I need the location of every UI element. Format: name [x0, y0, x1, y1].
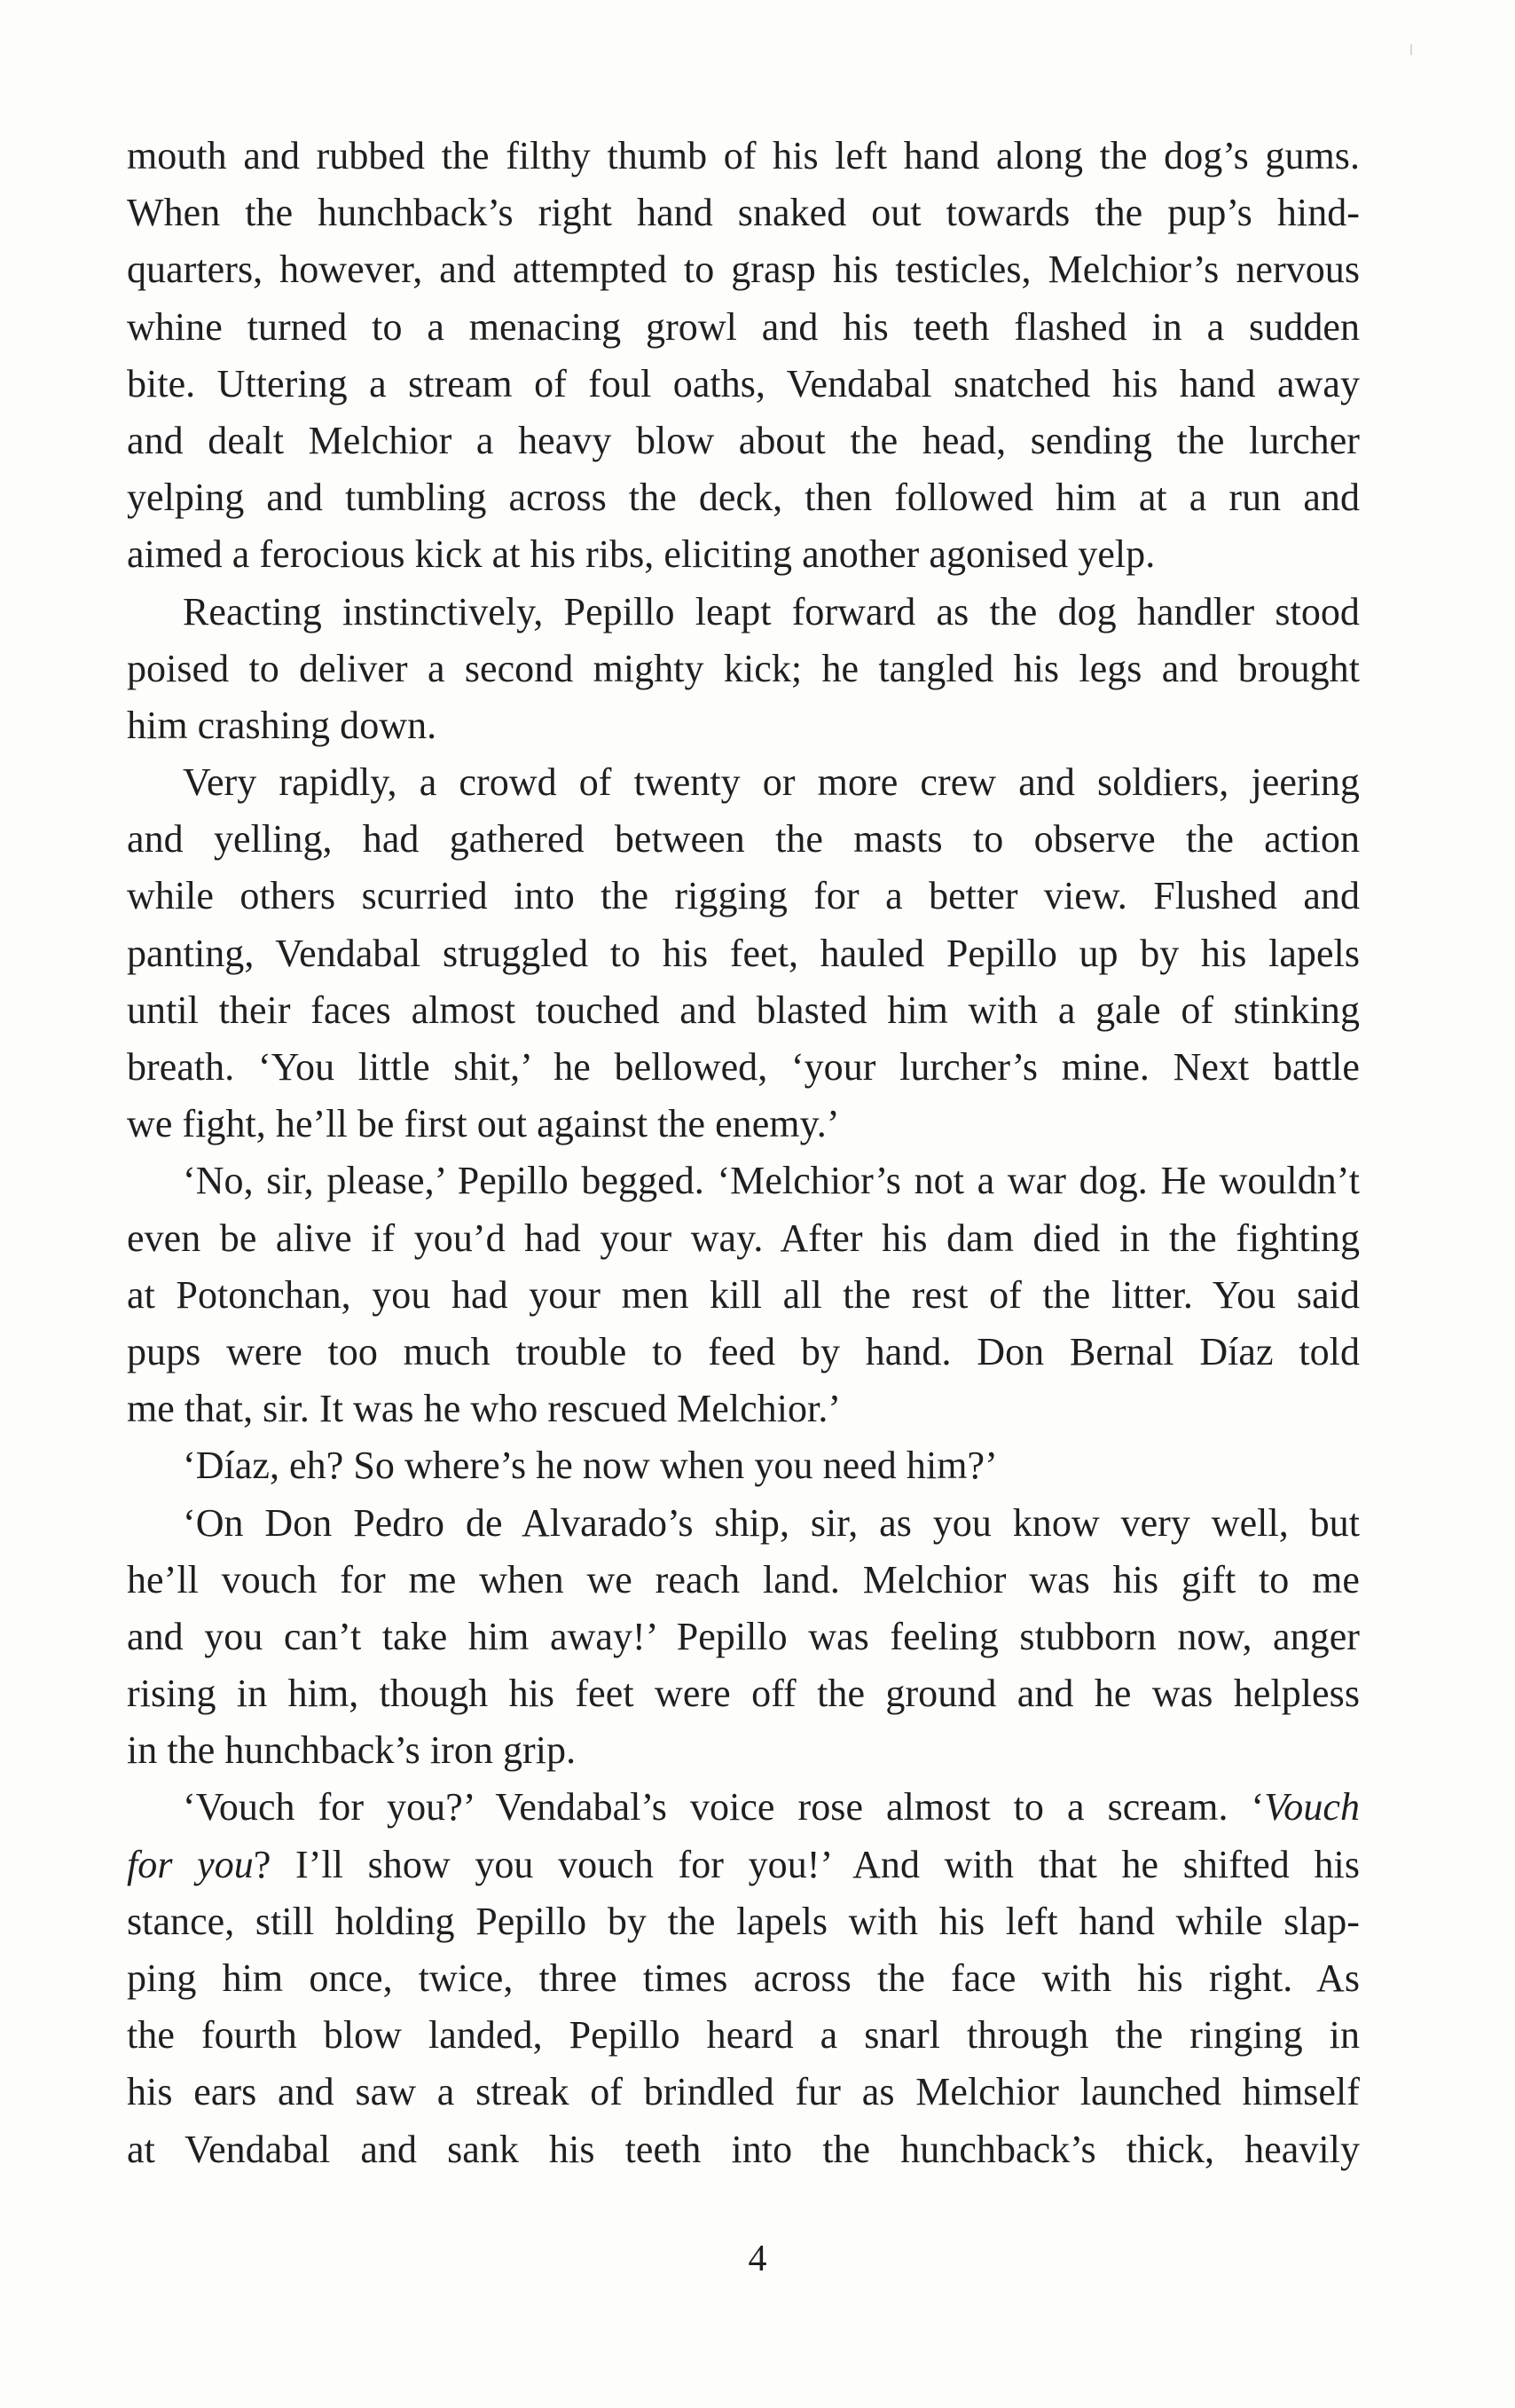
text-line: ‘Díaz, eh? So where’s he now when you need him?’: [183, 1444, 998, 1488]
body-text: [127, 128, 1360, 2178]
text-line: even be alive if you’d had your way. After his dam died in the fighting: [127, 1216, 1360, 1260]
text-line: Reacting instinctively, Pepillo leapt forward as the dog handler stood: [183, 589, 1360, 633]
text-line: breath. ‘You little shit,’ he bellowed, ‘your lurcher’s mine. Next battle: [127, 1045, 1360, 1089]
text-line: until their faces almost touched and blasted him with a gale of stinking: [127, 988, 1360, 1032]
text-line: we fight, he’ll be first out against the enemy.’: [127, 1102, 840, 1146]
text-line: his ears and saw a streak of brindled fur as Melchior launched himself: [127, 2070, 1360, 2114]
text-line: ‘On Don Pedro de Alvarado’s ship, sir, as you know very well, but: [183, 1500, 1360, 1545]
text-line: the fourth blow landed, Pepillo heard a snarl through the ringing in: [127, 2013, 1360, 2058]
text-line: aimed a ferocious kick at his ribs, eliciting another agonised yelp.: [127, 532, 1156, 577]
emphasis: for you: [127, 1842, 254, 1886]
text-line: he’ll vouch for me when we reach land. Melchior was his gift to me: [127, 1557, 1360, 1601]
text-line: ‘Vouch for you?’ Vendabal’s voice rose almost to a scream. ‘Vouch: [183, 1785, 1360, 1830]
text-line: rising in him, though his feet were off the ground and he was helpless: [127, 1672, 1360, 1716]
emphasis: Vouch: [1264, 1785, 1360, 1830]
text-line: him crashing down.: [127, 703, 437, 747]
text-line: quarters, however, and attempted to grasp his testicles, Melchior’s nervous: [127, 248, 1360, 292]
text-line: mouth and rubbed the filthy thumb of his left hand along the dog’s gums.: [127, 134, 1360, 177]
text-line: and you can’t take him away!’ Pepillo was feeling stubborn now, anger: [127, 1614, 1360, 1658]
margin-mark: [1410, 44, 1412, 55]
text-line: panting, Vendabal struggled to his feet, hauled Pepillo up by his lapels: [127, 931, 1360, 975]
text-line: ‘No, sir, please,’ Pepillo begged. ‘Melchior’s not a war dog. He wouldn’t: [183, 1159, 1360, 1203]
text-line: poised to deliver a second mighty kick; he tangled his legs and brought: [127, 646, 1360, 690]
text-line: and yelling, had gathered between the masts to observe the action: [127, 817, 1360, 862]
text-line: and dealt Melchior a heavy blow about the head, sending the lurcher: [127, 418, 1360, 462]
text-line: at Potonchan, you had your men kill all the rest of the litter. You said: [127, 1272, 1360, 1317]
page-number: 4: [748, 2239, 767, 2279]
text-line: me that, sir. It was he who rescued Melchior.’: [127, 1387, 842, 1431]
text-line: at Vendabal and sank his teeth into the hunchback’s thick, heavily: [127, 2127, 1360, 2171]
text-line: bite. Uttering a stream of foul oaths, Vendabal snatched his hand away: [127, 361, 1360, 405]
text-line: When the hunchback’s right hand snaked out towards the pup’s hind-: [127, 191, 1360, 235]
text-line: whine turned to a menacing growl and his teeth flashed in a sudden: [127, 304, 1360, 349]
text-line: Very rapidly, a crowd of twenty or more crew and soldiers, jeering: [183, 760, 1360, 805]
text-line: yelping and tumbling across the deck, then followed him at a run and: [127, 476, 1360, 520]
text-line: for you? I’ll show you vouch for you!’ And with that he shifted his: [127, 1842, 1360, 1886]
text-line: stance, still holding Pepillo by the lapels with his left hand while slap-: [127, 1899, 1360, 1943]
text-line: while others scurried into the rigging for a better view. Flushed and: [127, 874, 1360, 918]
text-line: pups were too much trouble to feed by hand. Don Bernal Díaz told: [127, 1329, 1360, 1373]
text-line: ping him once, twice, three times across the face with his right. As: [127, 1956, 1360, 2000]
text-line: in the hunchback’s iron grip.: [127, 1728, 577, 1773]
